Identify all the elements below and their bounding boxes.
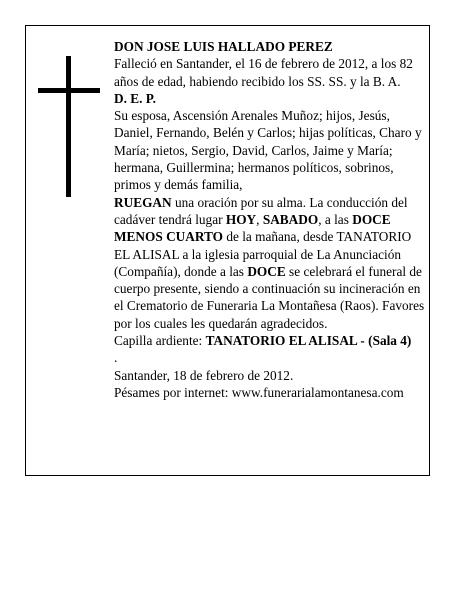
date-line: Santander, 18 de febrero de 2012. xyxy=(114,367,294,383)
funeral-details: RUEGAN una oración por su alma. La conducción del cadáver tendrá lugar HOY, SABADO, a las DOCE MENOS CUARTO de la mañana, desde TANATORIO EL ALISAL a la iglesia parroquial de La Anunciación (Compañía), donde a las DOCE se celebrará el funeral de cuerpo presente, siendo a continuación su incineración en el Crematorio de Funeraria La Montañesa (Raos). Favores por los cuales les quedarán agradecidos. xyxy=(114,194,425,331)
obituary-text xyxy=(114,38,426,401)
ruegan-word: RUEGAN xyxy=(114,194,172,210)
sabado-word: SABADO xyxy=(262,211,319,227)
family-list: Su esposa, Ascensión Arenales Muñoz; hijos, Jesús, Daniel, Fernando, Belén y Carlos; hijas políticas, Charo y María; nietos, Sergio, David, Carlos, Jaime y María; hermana, Guillermina; hermanos políticos, sobrinos, primos y demás familia, xyxy=(114,108,422,193)
doce-menos-cuarto-words: DOCE MENOS CUARTO xyxy=(114,211,391,245)
chapel-location: TANATORIO EL ALISAL - (Sala 4) xyxy=(205,333,412,349)
cross-icon xyxy=(38,56,100,197)
cross-horizontal-bar xyxy=(38,88,100,93)
rip-line: D. E. P. xyxy=(114,90,156,106)
hoy-word: HOY xyxy=(225,211,257,227)
cross-vertical-bar xyxy=(66,56,71,197)
chapel-line: Capilla ardiente: TANATORIO EL ALISAL - (Sala 4) . xyxy=(114,333,412,366)
death-statement: Falleció en Santander, el 16 de febrero de 2012, a los 82 años de edad, habiendo recibido los SS. SS. y la B. A. xyxy=(114,56,413,89)
doce-word: DOCE xyxy=(247,263,286,279)
deceased-name: DON JOSE LUIS HALLADO PEREZ xyxy=(114,39,333,54)
condolences-line: Pésames por internet: www.funerarialamontanesa.com xyxy=(114,384,404,400)
